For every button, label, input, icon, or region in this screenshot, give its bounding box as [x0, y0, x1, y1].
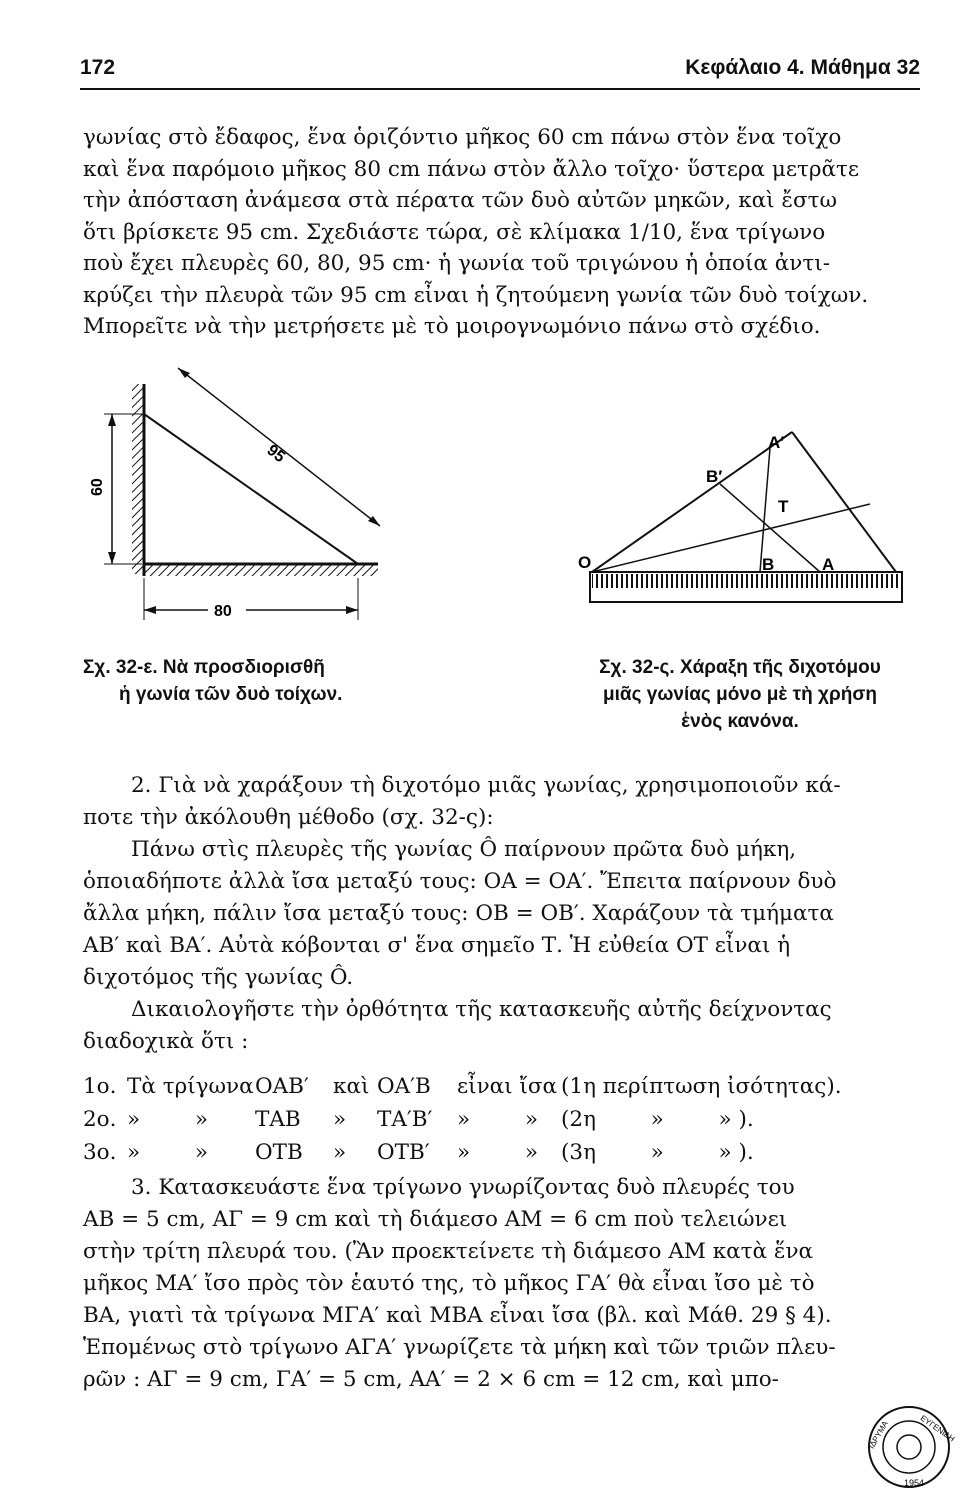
figure1-caption	[83, 654, 443, 708]
page-number: 172	[80, 56, 116, 79]
text-line: γωνίας στὸ ἔδαφος, ἕνα ὁριζόντιο μῆκος 60 cm πάνω στὸν ἕνα τοῖχο	[83, 125, 842, 150]
caption-line: ἡ γωνία τῶν δυὸ τοίχων.	[119, 684, 343, 705]
stamp-year: 1954	[904, 1478, 925, 1488]
step-case: (1η περίπτωση ἰσότητας).	[561, 1074, 842, 1099]
text-line: ἄλλα μήκη, πάλιν ἴσα μεταξύ τους: ΟΒ = ΟΒ′. Χαράζουν τὰ τμήματα	[83, 901, 834, 926]
text-line: τὴν ἀπόσταση ἀνάμεσα στὰ πέρατα τῶν δυὸ αὐτῶν μηκῶν, καὶ ἔστω	[83, 188, 838, 213]
step-triangle-1: ΟΤΒ	[255, 1140, 303, 1165]
step-text: » »	[127, 1107, 208, 1132]
text-line: κρύζει τὴν πλευρὰ τῶν 95 cm εἶναι ἡ ζητούμενη γωνία τῶν δυὸ τοίχων.	[83, 282, 869, 308]
text-line: Ἑπομένως στὸ τρίγωνο ΑΓΑ′ γνωρίζετε τὰ μήκη καὶ τῶν τριῶν πλευ-	[83, 1335, 836, 1360]
stamp-text-left: ΙΔΡΥΜΑ	[866, 1419, 890, 1451]
label-T: T	[778, 497, 789, 516]
segment-BA-prime	[760, 448, 770, 572]
proof-step-row	[83, 1136, 923, 1169]
figure-bisector	[570, 428, 910, 628]
text-line: Μπορεῖτε νὰ τὴν μετρήσετε μὲ τὸ μοιρογνωμόνιο πάνω στὸ σχέδιο.	[83, 314, 821, 339]
proof-step-row	[83, 1103, 923, 1136]
text-line: ρῶν : ΑΓ = 9 cm, ΓΑ′ = 5 cm, ΑΑ′ = 2 × 6 cm = 12 cm, καὶ μπο-	[83, 1367, 779, 1392]
label-A: A	[822, 555, 835, 574]
label-60: 60	[89, 478, 106, 496]
label-B-prime: B′	[706, 467, 723, 486]
step-number: 2ο.	[83, 1107, 117, 1132]
wall-hatch-horizontal	[144, 564, 378, 576]
foundation-stamp	[866, 1404, 957, 1490]
step-connector: »	[333, 1107, 347, 1132]
step-text: » »	[127, 1140, 208, 1165]
caption-line: ἑνὸς κανόνα.	[681, 711, 799, 732]
step-triangle-2: ΟΑ′Β	[377, 1074, 431, 1099]
text-line: μῆκος ΜΑ′ ἴσο πρὸς τὸν ἑαυτό της, τὸ μῆκος ΓΑ′ θὰ εἶναι ἴσο μὲ τὸ	[83, 1271, 815, 1296]
text-line: στὴν τρίτη πλευρά του. (Ἂν προεκτείνετε τὴ διάμεσο ΑΜ κατὰ ἕνα	[83, 1239, 814, 1264]
step-connector: »	[333, 1140, 347, 1165]
step-number: 1ο.	[83, 1074, 117, 1099]
label-95: 95	[263, 441, 289, 467]
label-B: B	[762, 555, 775, 574]
ruler-ticks	[592, 574, 900, 588]
intro-paragraph	[83, 122, 923, 343]
section-3	[83, 1172, 923, 1396]
step-triangle-2: ΤΑ′Β′	[377, 1107, 433, 1132]
text-line: ΑΒ′ καὶ ΒΑ′. Αὐτὰ κόβονται σ' ἕνα σημεῖο Τ. Ἡ εὐθεία ΟΤ εἶναι ἡ	[83, 933, 791, 958]
text-line: ποτε τὴν ἀκόλουθη μέθοδο (σχ. 32-ς):	[83, 805, 494, 830]
text-line: ὅτι βρίσκετε 95 cm. Σχεδιάστε τώρα, σὲ κλίμακα 1/10, ἕνα τρίγωνο	[83, 219, 826, 245]
figure2-caption	[540, 654, 940, 735]
text-line: Δικαιολογῆστε τὴν ὀρθότητα τῆς κατασκευῆς αὐτῆς δείχνοντας	[131, 997, 832, 1022]
text-line: καὶ ἕνα παρόμοιο μῆκος 80 cm πάνω στὸν ἄλλο τοῖχο· ὕστερα μετρᾶτε	[83, 156, 860, 182]
caption-line: Σχ. 32-ε. Νὰ προσδιορισθῆ	[83, 657, 325, 678]
step-number: 3ο.	[83, 1140, 117, 1165]
text-line: διαδοχικὰ ὅτι :	[83, 1029, 249, 1054]
arrow-60-top	[108, 414, 116, 426]
figure-wall-angle	[90, 364, 390, 634]
step-triangle-1: ΟΑΒ′	[255, 1074, 309, 1099]
page-header	[80, 56, 920, 90]
step-case: (2η » » ).	[561, 1107, 754, 1132]
step-text: εἶναι ἴσα	[457, 1074, 558, 1099]
section-2	[83, 770, 923, 1058]
arrow-80-right	[346, 606, 358, 614]
header-rule	[80, 88, 920, 90]
text-line: 3. Κατασκευάστε ἕνα τρίγωνο γνωρίζοντας δυὸ πλευρές του	[131, 1175, 795, 1200]
caption-line: Σχ. 32-ς. Χάραξη τῆς διχοτόμου	[599, 657, 881, 678]
proof-step-row	[83, 1070, 923, 1103]
label-O: O	[578, 553, 592, 572]
text-line: Πάνω στὶς πλευρὲς τῆς γωνίας Ô παίρνουν πρῶτα δυὸ μήκη,	[131, 837, 797, 862]
stamp-inner-ring	[883, 1421, 935, 1473]
text-line: διχοτόμος τῆς γωνίας Ô.	[83, 965, 354, 990]
caption-line: μιᾶς γωνίας μόνο μὲ τὴ χρήση	[603, 684, 877, 705]
text-line: 2. Γιὰ νὰ χαράξουν τὴ διχοτόμο μιᾶς γωνίας, χρησιμοποιοῦν κά-	[131, 773, 841, 798]
wall-hatch-vertical	[132, 384, 144, 574]
text-line: ΑΒ = 5 cm, ΑΓ = 9 cm καὶ τὴ διάμεσο ΑΜ = 6 cm ποὺ τελειώνει	[83, 1207, 788, 1232]
running-title: Κεφάλαιο 4. Μάθημα 32	[685, 56, 920, 79]
stamp-outer-ring	[866, 1407, 949, 1487]
label-A-prime: A′	[768, 433, 785, 452]
step-text: » »	[457, 1107, 538, 1132]
outer-edge	[792, 432, 896, 572]
step-text: » »	[457, 1140, 538, 1165]
step-triangle-2: ΟΤΒ′	[377, 1140, 430, 1165]
stamp-text-top: ΕΥΓΕΝΙΔΗ	[918, 1413, 957, 1444]
step-connector: καὶ	[333, 1074, 370, 1099]
arrow-80-left	[144, 606, 156, 614]
stamp-center-mark	[897, 1435, 921, 1459]
step-triangle-1: ΤΑΒ	[255, 1107, 301, 1132]
proof-steps	[83, 1070, 923, 1169]
step-text: Τὰ τρίγωνα	[127, 1074, 254, 1099]
text-line: ὁποιαδήποτε ἀλλὰ ἴσα μεταξύ τους: ΟΑ = ΟΑ′. Ἔπειτα παίρνουν δυὸ	[83, 869, 837, 894]
text-line: ΒΑ, γιατὶ τὰ τρίγωνα ΜΓΑ′ καὶ ΜΒΑ εἶναι ἴσα (βλ. καὶ Μάθ. 29 § 4).	[83, 1303, 832, 1328]
triangle-hypotenuse	[144, 414, 358, 564]
arrow-60-bottom	[108, 552, 116, 564]
step-case: (3η » » ).	[561, 1140, 754, 1165]
text-line: ποὺ ἔχει πλευρὲς 60, 80, 95 cm· ἡ γωνία τοῦ τριγώνου ἡ ὁποία ἀντι-	[83, 251, 830, 276]
label-80: 80	[214, 603, 232, 620]
